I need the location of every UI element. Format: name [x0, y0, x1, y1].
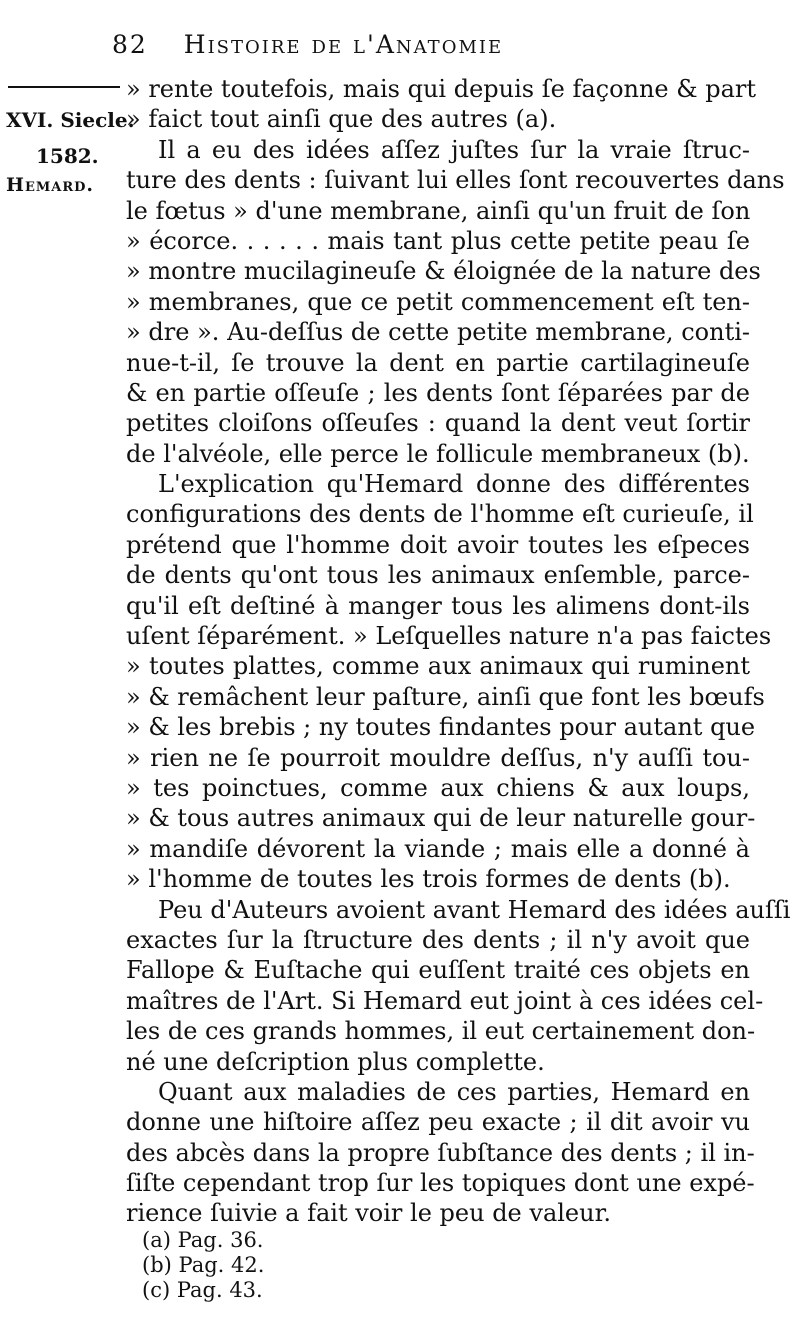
- page-number: 82: [112, 30, 148, 59]
- text-line: » membranes, que ce petit commencement eſt ten-: [126, 287, 750, 316]
- text-line: ture des dents : ſuivant lui elles ſont recouvertes dans: [126, 166, 785, 195]
- margin-name: Hemard.: [6, 174, 95, 196]
- text-line: des abcès dans la propre ſubſtance des dents ; il in-: [126, 1138, 755, 1167]
- text-line: Peu d'Auteurs avoient avant Hemard des idées auſſi: [158, 895, 791, 924]
- text-line: » faict tout ainſi que des autres (a).: [126, 105, 557, 134]
- text-line: » mandiſe dévorent la viande ; mais elle a donné à: [126, 834, 750, 863]
- running-title: Histoire de l'Anatomie: [183, 30, 504, 59]
- margin-century: XVI. Siecle.: [6, 108, 135, 132]
- footnote: (c) Pag. 43.: [142, 1278, 263, 1302]
- text-line: » rien ne ſe pourroit mouldre deſſus, n'y auſſi tou-: [126, 743, 750, 772]
- text-line: » dre ». Au-deſſus de cette petite membrane, conti-: [126, 318, 750, 347]
- text-line: Fallope & Euſtache qui euſſent traité ces objets en: [126, 956, 750, 985]
- text-line: Quant aux maladies de ces parties, Hemard en: [158, 1077, 750, 1106]
- text-line: donne une hiſtoire aſſez peu exacte ; il dit avoir vu: [126, 1108, 750, 1137]
- text-line: » l'homme de toutes les trois formes de dents (b).: [126, 865, 731, 894]
- text-line: maîtres de l'Art. Si Hemard eut joint à ces idées cel-: [126, 986, 764, 1015]
- text-line: configurations des dents de l'homme eſt curieuſe, il: [126, 500, 754, 529]
- text-line: » & tous autres animaux qui de leur naturelle gour-: [126, 804, 756, 833]
- text-line: petites cloiſons oſſeuſes : quand la dent veut ſortir: [126, 409, 750, 438]
- text-line: L'explication qu'Hemard donne des différentes: [158, 470, 750, 499]
- text-line: ſiſte cependant trop ſur les topiques dont une expé-: [126, 1169, 755, 1198]
- text-line: » & remâchent leur paſture, ainſi que font les bœufs: [126, 682, 765, 711]
- text-line: rience ſuivie a fait voir le peu de valeur.: [126, 1199, 612, 1228]
- text-line: prétend que l'homme doit avoir toutes les eſpeces: [126, 530, 750, 559]
- footnote: (b) Pag. 42.: [142, 1253, 265, 1277]
- footnote: (a) Pag. 36.: [142, 1228, 264, 1252]
- text-line: uſent ſéparément. » Leſquelles nature n'a pas faictes: [126, 622, 772, 651]
- text-line: » toutes plattes, comme aux animaux qui ruminent: [126, 652, 750, 681]
- text-line: exactes ſur la ſtructure des dents ; il n'y avoit que: [126, 925, 750, 954]
- text-line: nue-t-il, ſe trouve la dent en partie cartilagineuſe: [126, 348, 750, 377]
- body-text: [126, 74, 791, 1229]
- text-line: né une deſcription plus complette.: [126, 1047, 545, 1076]
- running-head: [112, 30, 672, 70]
- footnotes: [142, 1228, 264, 1303]
- margin-rule: [8, 86, 120, 88]
- text-line: le fœtus » d'une membrane, ainſi qu'un fruit de ſon: [126, 196, 751, 225]
- text-line: » écorce. . . . . . mais tant plus cette petite peau ſe: [126, 226, 750, 255]
- text-line: » montre mucilagineuſe & éloignée de la nature des: [126, 257, 761, 286]
- margin-year: 1582.: [36, 144, 99, 168]
- text-line: les de ces grands hommes, il eut certainement don-: [126, 1017, 756, 1046]
- text-line: de dents qu'ont tous les animaux enſemble, parce-: [126, 561, 750, 590]
- text-line: » rente toutefois, mais qui depuis ſe façonne & part: [126, 75, 757, 103]
- text-line: » tes poinctues, comme aux chiens & aux loups,: [126, 773, 750, 802]
- text-line: qu'il eſt deſtiné à manger tous les alimens dont-ils: [126, 591, 750, 620]
- text-line: » & les brebis ; ny toutes findantes pour autant que: [126, 713, 756, 742]
- text-line: Il a eu des idées aſſez juſtes ſur la vraie ſtruc-: [158, 135, 750, 164]
- text-line: de l'alvéole, elle perce le follicule membraneux (b).: [126, 439, 750, 468]
- text-line: & en partie oſſeuſe ; les dents ſont ſéparées par de: [126, 378, 750, 407]
